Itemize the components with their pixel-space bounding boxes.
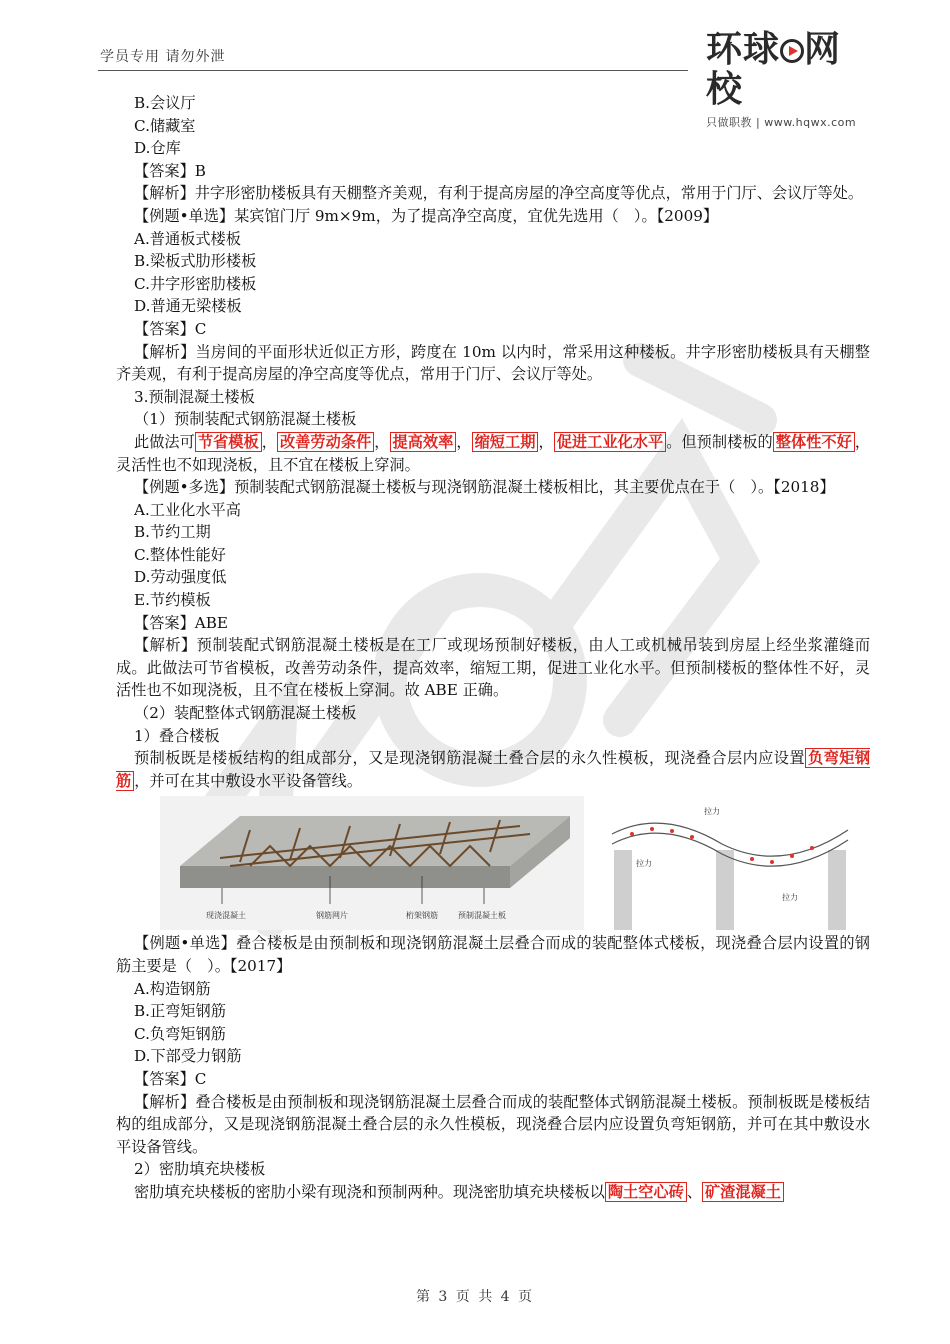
- logo-text-a: 环球: [706, 29, 781, 70]
- analysis-paragraph: 【解析】叠合楼板是由预制板和现浇钢筋混凝土层叠合而成的装配整体式钢筋混凝土楼板。预制板既是楼板结构的组成部分，又是现浇钢筋混凝土叠合层的永久性模板，现浇叠合层内应设置负弯矩钢筋，并可在其中敷设水平设备管线。: [116, 1092, 870, 1156]
- analysis-paragraph: 【解析】井字形密肋楼板具有天棚整齐美观，有利于提高房屋的净空高度等优点，常用于门厅、会议厅等处。: [134, 184, 863, 203]
- section-heading: 3.预制混凝土楼板: [134, 387, 255, 406]
- highlight-paragraph: 此做法可 节省模板 ， 改善劳动条件 ， 提高效率 ， 缩短工期 ， 促进工业化水平 。但预制楼板的 整体性不好 ，灵活性也不如现浇板，且不宜在楼板上穿洞。: [116, 432, 871, 474]
- option-line: D.下部受力钢筋: [134, 1047, 242, 1066]
- logo-play-icon: [780, 39, 804, 63]
- logo-text-b: 网校: [706, 29, 842, 110]
- highlight-term: 缩短工期: [472, 432, 539, 452]
- fig-label: 现浇混凝土: [206, 911, 246, 921]
- fig-label: 预制混凝土板: [458, 911, 506, 921]
- option-line: B.节约工期: [134, 523, 211, 542]
- logo-tagline: 只做职教 | www.hqwx.com: [706, 116, 857, 129]
- option-line: B.正弯矩钢筋: [134, 1002, 226, 1021]
- fig-label: 钢筋网片: [316, 911, 348, 921]
- answer-line: 【答案】C: [134, 1069, 207, 1088]
- brand-logo: [706, 29, 876, 129]
- option-line: D.劳动强度低: [134, 568, 227, 587]
- answer-line: 【答案】B: [134, 161, 206, 180]
- subsection-heading: 1）叠合楼板: [134, 726, 220, 745]
- highlight-term: 改善劳动条件: [277, 432, 374, 452]
- highlight-term: 提高效率: [390, 432, 457, 452]
- highlight-paragraph: 密肋填充块楼板的密肋小梁有现浇和预制两种。现浇密肋填充块楼板以 陶土空心砖 、 矿渣混凝土: [116, 1181, 870, 1204]
- question-line: 【例题•单选】某宾馆门厅 9m×9m，为了提高净空高度，宜优先选用（ ）。【2009】: [134, 206, 719, 225]
- option-line: C.负弯矩钢筋: [134, 1024, 226, 1043]
- option-line: C.井字形密肋楼板: [134, 274, 257, 293]
- option-line: C.整体性能好: [134, 545, 226, 564]
- option-line: E.节约模板: [134, 591, 211, 610]
- highlight-term: 陶土空心砖: [605, 1182, 687, 1202]
- analysis-paragraph: 【解析】预制装配式钢筋混凝土楼板是在工厂或现场预制好楼板，由人工或机械吊装到房屋上经坐浆灌缝而成。此做法可节省模板，改善劳动条件，提高效率，缩短工期，促进工业化水平。但预制楼板的整体性不好，灵活性也不如现浇板，且不宜在楼板上穿洞。故 ABE 正确。: [116, 636, 870, 700]
- option-line: D.普通无梁楼板: [134, 297, 242, 316]
- subsection-heading: （1）预制装配式钢筋混凝土楼板: [134, 410, 357, 429]
- option-line: B.会议厅: [134, 94, 196, 112]
- analysis-paragraph: 【解析】当房间的平面形状近似正方形，跨度在 10m 以内时，常采用这种楼板。井字形密肋楼板具有天棚整齐美观，有利于提高房屋的净空高度等优点，常用于门厅、会议厅等处。: [116, 342, 870, 384]
- fig-label: 拉力: [704, 807, 720, 817]
- subsection-heading: 2）密肋填充块楼板: [134, 1160, 266, 1179]
- header-confidential-note: 学员专用 请勿外泄: [100, 49, 226, 65]
- answer-line: 【答案】C: [134, 319, 207, 338]
- highlight-term: 节省模板: [195, 432, 262, 452]
- composite-slab-illustration: [160, 796, 584, 930]
- subsection-heading: （2）装配整体式钢筋混凝土楼板: [134, 704, 357, 723]
- header-rule: [98, 70, 688, 71]
- option-line: B.梁板式肋形楼板: [134, 252, 257, 271]
- option-line: A.普通板式楼板: [134, 229, 241, 248]
- highlight-paragraph: 预制板既是楼板结构的组成部分，又是现浇钢筋混凝土叠合层的永久性模板，现浇叠合层内应设置 负弯矩钢筋 ，并可在其中敷设水平设备管线。: [116, 749, 871, 790]
- highlight-term: 整体性不好: [773, 432, 855, 452]
- fig-label: 拉力: [636, 859, 652, 869]
- option-line: D.仓库: [134, 139, 181, 158]
- highlight-term: 负弯矩钢筋: [116, 749, 871, 790]
- answer-line: 【答案】ABE: [134, 613, 228, 632]
- highlight-term: 矿渣混凝土: [702, 1182, 784, 1202]
- fig-label: 桁架钢筋: [406, 911, 438, 921]
- option-line: A.工业化水平高: [134, 500, 241, 519]
- document-body: [116, 92, 870, 1204]
- fig-label: 拉力: [782, 893, 798, 903]
- option-line: A.构造钢筋: [134, 979, 211, 998]
- option-line: C.储藏室: [134, 116, 196, 135]
- question-paragraph: 【例题•多选】预制装配式钢筋混凝土楼板与现浇钢筋混凝土楼板相比，其主要优点在于（ ）。【2018】: [134, 478, 835, 497]
- tension-diagram: [602, 804, 862, 930]
- highlight-term: 促进工业化水平: [554, 432, 667, 452]
- question-paragraph: 【例题•单选】叠合楼板是由预制板和现浇钢筋混凝土层叠合而成的装配整体式楼板，现浇叠合层内设置的钢筋主要是（ ）。【2017】: [116, 934, 870, 975]
- figures-row: [116, 796, 870, 932]
- page-footer: 第 3 页 共 4 页: [415, 1289, 535, 1305]
